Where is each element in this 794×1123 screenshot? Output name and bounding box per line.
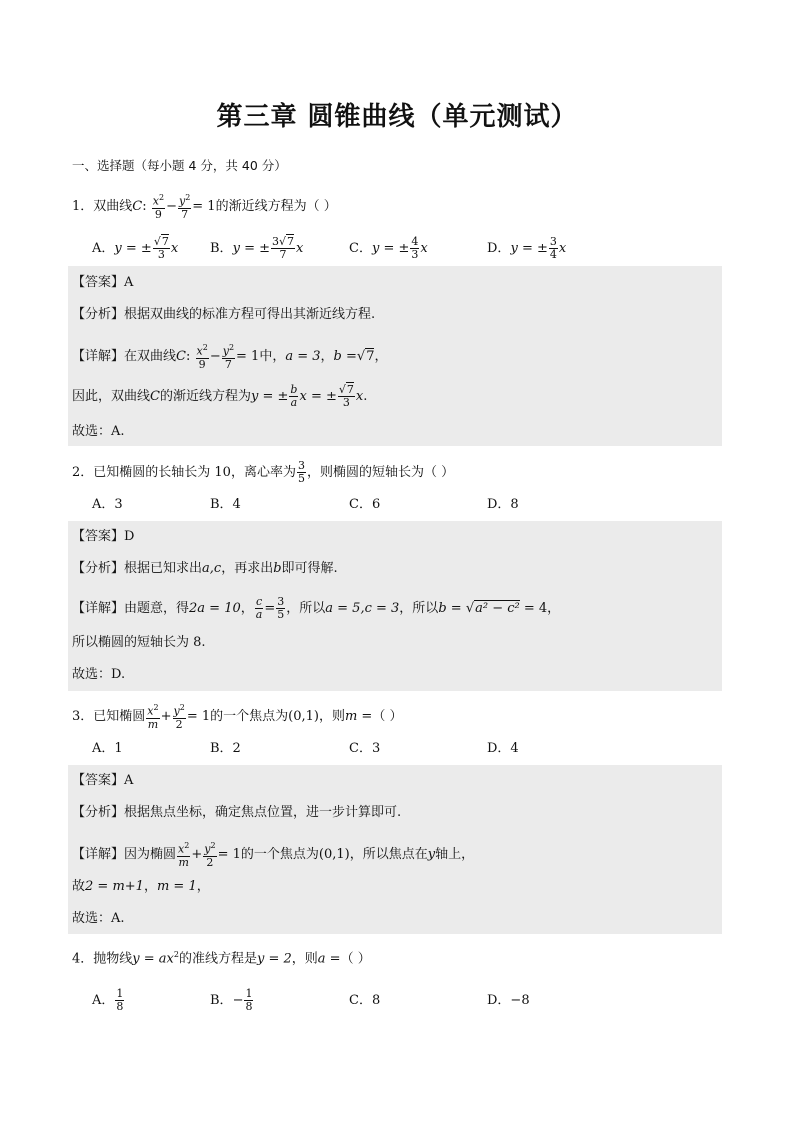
page-title: 第三章 圆锥曲线（单元测试） [216, 102, 578, 132]
fraction: $\frac{x^2}{9}$ [152, 193, 165, 221]
q3-detail: 【详解】因为椭圆 $\frac{x^2}{m}$ + $\frac{y^2}{2}$ = 1的一个焦点为(0,1)，所以焦点在y轴上， [72, 841, 475, 869]
q1-option-b[interactable]: B．y = ± $\frac{3√7}{7}$ x [210, 235, 304, 261]
question-1-stem: 1．双曲线C: $\frac{x^2}{9}$ − $\frac{y^2}{7}$ = 1的渐近线方程为（ ） [72, 193, 337, 221]
q2-answer: 【答案】D [72, 529, 135, 544]
q3-option-b[interactable]: B．2 [210, 741, 241, 756]
q2-choose: 故选：D. [72, 667, 126, 682]
question-2-stem: 2．已知椭圆的长轴长为 10，离心率为 $\frac{3}{5}$ ，则椭圆的短轴长为（ ） [72, 459, 455, 485]
q3-detail-line2: 故2 = m+1，m = 1， [72, 879, 210, 894]
q3-analysis: 【分析】根据焦点坐标，确定焦点位置，进一步计算即可. [72, 805, 402, 820]
q2-option-b[interactable]: B．4 [210, 497, 241, 512]
q4-option-d[interactable]: D．−8 [487, 993, 530, 1008]
q3-answer: 【答案】A [72, 773, 134, 788]
q3-option-d[interactable]: D．4 [487, 741, 519, 756]
q3-option-a[interactable]: A．1 [92, 741, 123, 756]
q1-answer: 【答案】A [72, 275, 134, 290]
q1-option-a[interactable]: A．y = ± $\frac{√7}{3}$ x [92, 235, 179, 261]
question-3-stem: 3．已知椭圆 $\frac{x^2}{m}$ + $\frac{y^2}{2}$ = 1的一个焦点为(0,1)，则m =（ ） [72, 703, 403, 731]
q3-option-c[interactable]: C．3 [349, 741, 381, 756]
q1-detail: 【详解】在双曲线C: $\frac{x^2}{9}$ − $\frac{y^2}{7}$ = 1中，a = 3，b =√7， [72, 343, 388, 371]
fraction: $\frac{y^2}{7}$ [178, 193, 191, 221]
q1-analysis: 【分析】根据双曲线的标准方程可得出其渐近线方程. [72, 307, 376, 322]
q2-option-c[interactable]: C．6 [349, 497, 381, 512]
q2-analysis: 【分析】根据已知求出a,c，再求出b即可得解. [72, 561, 338, 576]
q2-option-d[interactable]: D．8 [487, 497, 519, 512]
q2-detail-line2: 所以椭圆的短轴长为 8. [72, 635, 206, 650]
q4-option-b[interactable]: B．− $\frac{1}{8}$ [210, 987, 253, 1013]
q1-option-d[interactable]: D．y = ± $\frac{3}{4}$ x [487, 235, 567, 261]
section-heading: 一、选择题（每小题 4 分，共 40 分） [72, 158, 287, 173]
q2-option-a[interactable]: A．3 [92, 497, 123, 512]
q4-option-a[interactable]: A． $\frac{1}{8}$ [92, 987, 124, 1013]
q1-detail-line2: 因此，双曲线C的渐近线方程为y = ± $\frac{b}{a}$ x = ± $\frac{√7}{3}$ x. [72, 383, 368, 409]
q4-option-c[interactable]: C．8 [349, 993, 381, 1008]
q1-choose: 故选：A. [72, 424, 125, 439]
question-4-stem: 4．抛物线$y = ax^2$的准线方程是y = 2，则a =（ ） [72, 950, 371, 967]
q1-option-c[interactable]: C．y = ± $\frac{4}{3}$ x [349, 235, 428, 261]
q3-choose: 故选：A. [72, 911, 125, 926]
q2-detail: 【详解】由题意，得2a = 10， $\frac{c}{a}$ = $\frac{3}{5}$ ，所以a = 5,c = 3，所以b = √a² − c² = 4， [72, 595, 561, 621]
